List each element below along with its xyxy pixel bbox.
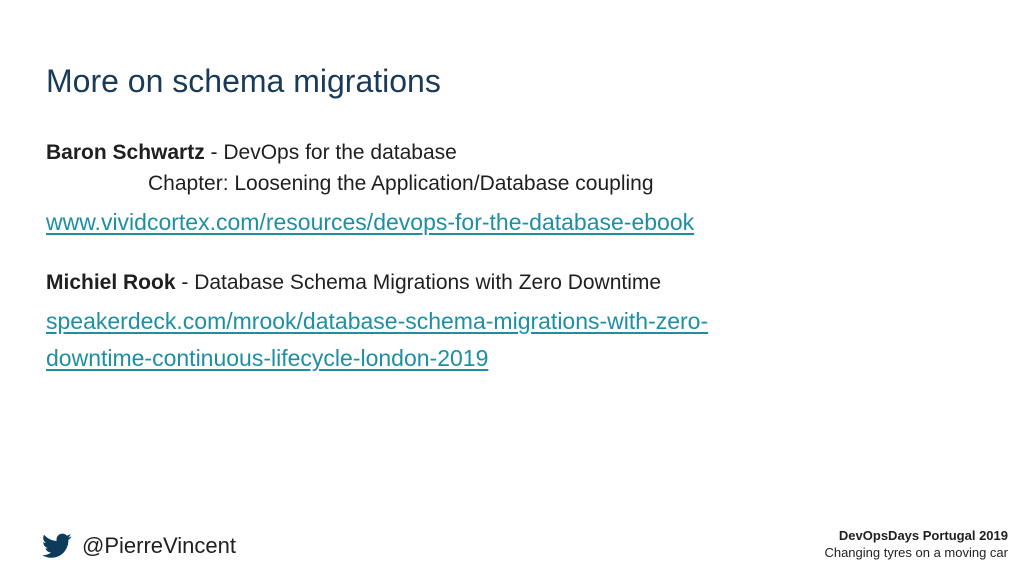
twitter-handle: @PierreVincent <box>82 533 236 558</box>
reference-2-author: Michiel Rook <box>46 271 176 294</box>
reference-1-separator: - <box>204 141 224 164</box>
event-tagline: Changing tyres on a moving car <box>824 545 1008 560</box>
footer-event-info <box>824 527 1008 561</box>
reference-1-author: Baron Schwartz <box>46 141 205 164</box>
twitter-icon <box>42 533 72 559</box>
reference-2-separator: - <box>175 271 195 294</box>
event-name: DevOpsDays Portugal 2019 <box>838 528 1008 543</box>
reference-1-line <box>46 141 457 165</box>
slide-title: More on schema migrations <box>46 63 441 99</box>
reference-2-link-line-1[interactable]: speakerdeck.com/mrook/database-schema-migrations-with-zero- <box>46 308 709 334</box>
reference-1-work: DevOps for the database <box>223 141 457 164</box>
reference-1-link[interactable]: www.vividcortex.com/resources/devops-for-the-database-ebook <box>46 209 695 235</box>
reference-2-link-line-2[interactable]: downtime-continuous-lifecycle-london-2019 <box>46 345 489 371</box>
reference-2-work: Database Schema Migrations with Zero Downtime <box>194 271 662 294</box>
footer-social <box>42 533 236 559</box>
reference-1-chapter: Chapter: Loosening the Application/Database coupling <box>148 172 654 195</box>
reference-2-line <box>46 271 661 295</box>
